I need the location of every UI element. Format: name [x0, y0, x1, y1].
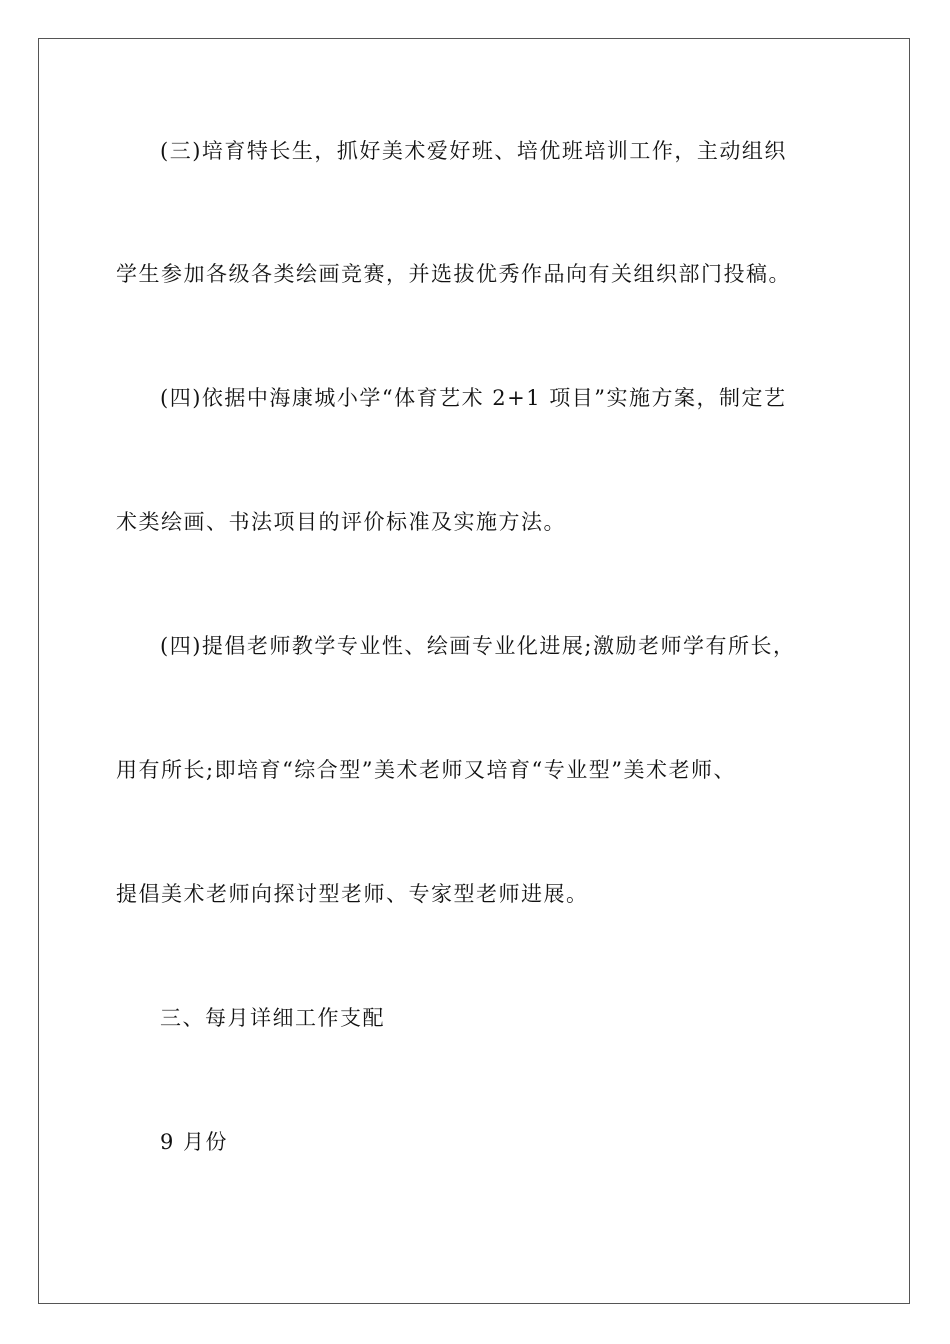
- page-border: [38, 38, 910, 1304]
- paragraph-4-line-1: (四)依据中海康城小学“体育艺术 2+1 项目”实施方案，制定艺: [160, 386, 787, 410]
- month-heading: 9 月份: [160, 1130, 229, 1154]
- paragraph-5-line-1: (四)提倡老师教学专业性、绘画专业化进展;激励老师学有所长，: [160, 634, 796, 658]
- paragraph-3-line-1: (三)培育特长生，抓好美术爱好班、培优班培训工作，主动组织: [160, 139, 787, 163]
- paragraph-3-line-2: 学生参加各级各类绘画竞赛，并选拔优秀作品向有关组织部门投稿。: [116, 262, 791, 286]
- paragraph-4-line-2: 术类绘画、书法项目的评价标准及实施方法。: [116, 510, 566, 534]
- paragraph-5-line-3: 提倡美术老师向探讨型老师、专家型老师进展。: [116, 882, 589, 906]
- paragraph-5-line-2: 用有所长;即培育“综合型”美术老师又培育“专业型”美术老师、: [116, 758, 737, 782]
- section-heading: 三、每月详细工作支配: [160, 1006, 385, 1030]
